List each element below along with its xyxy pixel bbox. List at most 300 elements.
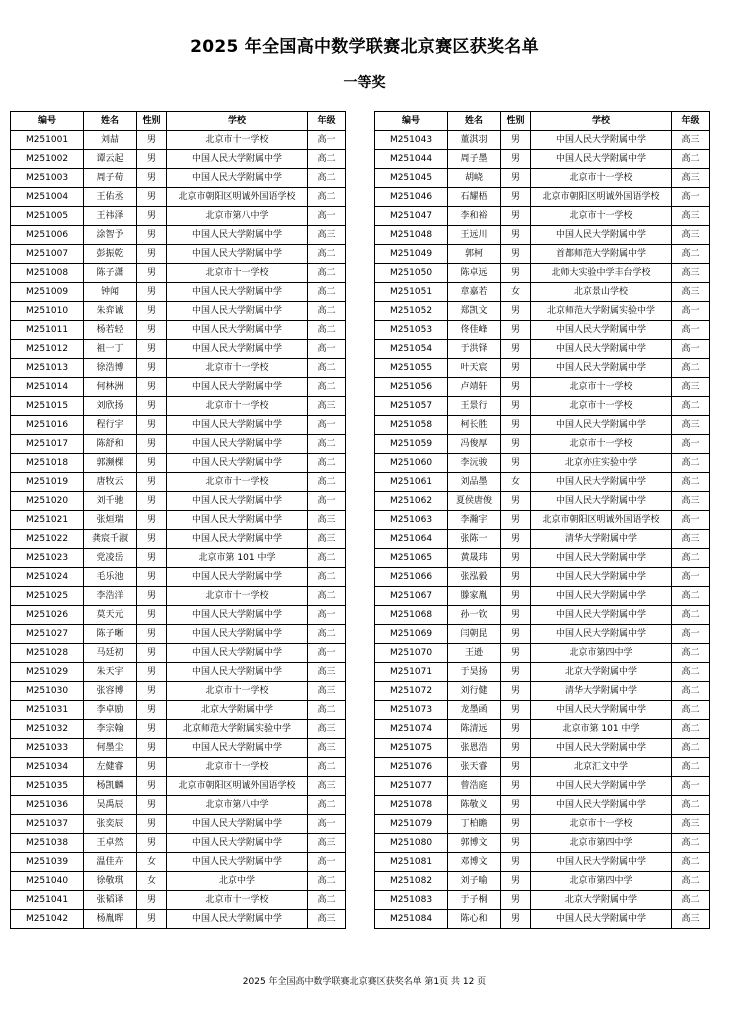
cell-school: 北京市十一学校 xyxy=(167,758,308,777)
cell-grade: 高二 xyxy=(308,359,346,378)
table-row xyxy=(375,207,710,226)
cell-gender: 男 xyxy=(137,321,167,340)
cell-id: M251007 xyxy=(11,245,84,264)
cell-gender: 男 xyxy=(137,416,167,435)
cell-school: 北京市十一学校 xyxy=(167,131,308,150)
table-row xyxy=(11,834,346,853)
cell-gender: 男 xyxy=(137,910,167,929)
cell-school: 中国人民大学附属中学 xyxy=(167,739,308,758)
cell-grade: 高三 xyxy=(672,169,710,188)
cell-name: 王祎泽 xyxy=(84,207,137,226)
cell-grade: 高一 xyxy=(672,435,710,454)
cell-school: 中国人民大学附属中学 xyxy=(167,853,308,872)
cell-gender: 男 xyxy=(137,511,167,530)
cell-id: M251003 xyxy=(11,169,84,188)
table-row xyxy=(11,473,346,492)
cell-gender: 男 xyxy=(501,758,531,777)
cell-grade: 高二 xyxy=(308,264,346,283)
cell-id: M251050 xyxy=(375,264,448,283)
cell-id: M251020 xyxy=(11,492,84,511)
cell-name: 陈敬义 xyxy=(448,796,501,815)
cell-gender: 男 xyxy=(137,701,167,720)
cell-name: 叶天宸 xyxy=(448,359,501,378)
cell-grade: 高三 xyxy=(672,207,710,226)
cell-id: M251067 xyxy=(375,587,448,606)
table-row xyxy=(375,378,710,397)
cell-id: M251063 xyxy=(375,511,448,530)
cell-id: M251011 xyxy=(11,321,84,340)
cell-school: 中国人民大学附属中学 xyxy=(531,796,672,815)
cell-gender: 男 xyxy=(137,796,167,815)
cell-school: 中国人民大学附属中学 xyxy=(531,777,672,796)
cell-id: M251061 xyxy=(375,473,448,492)
cell-id: M251053 xyxy=(375,321,448,340)
cell-name: 张烜瑞 xyxy=(84,511,137,530)
table-row xyxy=(11,226,346,245)
cell-name: 陈清远 xyxy=(448,720,501,739)
cell-name: 朱天宇 xyxy=(84,663,137,682)
column-header-school: 学校 xyxy=(531,112,672,131)
table-row xyxy=(375,606,710,625)
cell-school: 中国人民大学附属中学 xyxy=(531,492,672,511)
cell-school: 中国人民大学附属中学 xyxy=(167,245,308,264)
cell-grade: 高三 xyxy=(308,834,346,853)
cell-id: M251022 xyxy=(11,530,84,549)
cell-grade: 高二 xyxy=(308,435,346,454)
cell-gender: 男 xyxy=(137,739,167,758)
cell-id: M251069 xyxy=(375,625,448,644)
cell-school: 中国人民大学附属中学 xyxy=(167,815,308,834)
cell-grade: 高二 xyxy=(672,682,710,701)
cell-grade: 高三 xyxy=(672,378,710,397)
cell-id: M251071 xyxy=(375,663,448,682)
cell-grade: 高一 xyxy=(672,188,710,207)
cell-name: 程行宇 xyxy=(84,416,137,435)
table-row xyxy=(11,682,346,701)
cell-gender: 男 xyxy=(137,302,167,321)
cell-id: M251031 xyxy=(11,701,84,720)
table-row xyxy=(11,910,346,929)
cell-id: M251076 xyxy=(375,758,448,777)
cell-name: 于昊扬 xyxy=(448,663,501,682)
table-row xyxy=(11,264,346,283)
cell-gender: 男 xyxy=(137,378,167,397)
cell-gender: 男 xyxy=(137,834,167,853)
cell-id: M251051 xyxy=(375,283,448,302)
cell-gender: 男 xyxy=(137,169,167,188)
page-title: 2025 年全国高中数学联赛北京赛区获奖名单 xyxy=(190,37,539,57)
cell-grade: 高三 xyxy=(308,397,346,416)
cell-grade: 高二 xyxy=(308,625,346,644)
cell-name: 龚宸千淑 xyxy=(84,530,137,549)
cell-grade: 高三 xyxy=(308,511,346,530)
cell-school: 中国人民大学附属中学 xyxy=(167,511,308,530)
cell-id: M251004 xyxy=(11,188,84,207)
cell-school: 北京市朝阳区明诚外国语学校 xyxy=(167,777,308,796)
table-row xyxy=(375,739,710,758)
cell-name: 左健睿 xyxy=(84,758,137,777)
table-row xyxy=(11,283,346,302)
cell-id: M251008 xyxy=(11,264,84,283)
table-row xyxy=(375,416,710,435)
table-row xyxy=(375,682,710,701)
cell-id: M251010 xyxy=(11,302,84,321)
cell-gender: 女 xyxy=(501,283,531,302)
table-row xyxy=(375,492,710,511)
cell-school: 中国人民大学附属中学 xyxy=(531,131,672,150)
cell-school: 北京市十一学校 xyxy=(531,207,672,226)
cell-grade: 高二 xyxy=(308,701,346,720)
cell-school: 北京市十一学校 xyxy=(167,473,308,492)
cell-id: M251074 xyxy=(375,720,448,739)
table-row xyxy=(11,777,346,796)
cell-gender: 男 xyxy=(501,264,531,283)
cell-school: 北京师范大学附属实验中学 xyxy=(167,720,308,739)
column-header-id: 编号 xyxy=(375,112,448,131)
cell-grade: 高一 xyxy=(308,492,346,511)
cell-gender: 男 xyxy=(501,207,531,226)
cell-name: 张天睿 xyxy=(448,758,501,777)
cell-gender: 男 xyxy=(501,910,531,929)
cell-school: 清华大学附属中学 xyxy=(531,530,672,549)
cell-id: M251039 xyxy=(11,853,84,872)
cell-school: 中国人民大学附属中学 xyxy=(531,853,672,872)
cell-grade: 高二 xyxy=(672,473,710,492)
cell-school: 中国人民大学附属中学 xyxy=(531,910,672,929)
cell-school: 中国人民大学附属中学 xyxy=(167,568,308,587)
cell-grade: 高一 xyxy=(672,340,710,359)
cell-id: M251046 xyxy=(375,188,448,207)
award-level-heading: 一等奖 xyxy=(343,75,386,91)
cell-gender: 男 xyxy=(137,568,167,587)
cell-grade: 高二 xyxy=(308,568,346,587)
cell-grade: 高三 xyxy=(672,131,710,150)
cell-gender: 男 xyxy=(137,663,167,682)
cell-school: 中国人民大学附属中学 xyxy=(167,492,308,511)
cell-name: 周子墨 xyxy=(448,150,501,169)
cell-school: 北京市十一学校 xyxy=(167,587,308,606)
cell-gender: 男 xyxy=(501,321,531,340)
cell-school: 北京大学附属中学 xyxy=(531,891,672,910)
cell-school: 中国人民大学附属中学 xyxy=(531,701,672,720)
cell-gender: 男 xyxy=(137,473,167,492)
cell-name: 莫天元 xyxy=(84,606,137,625)
cell-grade: 高二 xyxy=(308,454,346,473)
cell-gender: 女 xyxy=(137,872,167,891)
table-row xyxy=(375,644,710,663)
cell-gender: 男 xyxy=(501,359,531,378)
cell-id: M251002 xyxy=(11,150,84,169)
cell-name: 张泓毅 xyxy=(448,568,501,587)
cell-gender: 男 xyxy=(137,644,167,663)
cell-grade: 高三 xyxy=(672,416,710,435)
table-row xyxy=(375,891,710,910)
cell-name: 卢靖轩 xyxy=(448,378,501,397)
cell-gender: 男 xyxy=(137,226,167,245)
table-row xyxy=(375,454,710,473)
cell-name: 张恩浩 xyxy=(448,739,501,758)
table-row xyxy=(375,150,710,169)
cell-name: 郭柯 xyxy=(448,245,501,264)
table-row xyxy=(11,302,346,321)
page-footer: 2025 年全国高中数学联赛北京赛区获奖名单 第1页 共 12 页 xyxy=(242,977,487,987)
cell-grade: 高二 xyxy=(308,872,346,891)
table-row xyxy=(375,511,710,530)
cell-grade: 高二 xyxy=(672,359,710,378)
cell-gender: 男 xyxy=(137,720,167,739)
cell-grade: 高二 xyxy=(672,758,710,777)
cell-id: M251033 xyxy=(11,739,84,758)
cell-id: M251013 xyxy=(11,359,84,378)
cell-name: 胡峣 xyxy=(448,169,501,188)
cell-id: M251065 xyxy=(375,549,448,568)
cell-school: 北京市十一学校 xyxy=(531,378,672,397)
cell-grade: 高二 xyxy=(308,245,346,264)
cell-school: 北京市第四中学 xyxy=(531,834,672,853)
cell-name: 郭博文 xyxy=(448,834,501,853)
cell-gender: 男 xyxy=(501,416,531,435)
cell-name: 刘喆 xyxy=(84,131,137,150)
column-header-grade: 年级 xyxy=(308,112,346,131)
cell-grade: 高二 xyxy=(308,169,346,188)
cell-gender: 男 xyxy=(137,207,167,226)
cell-name: 杨若轻 xyxy=(84,321,137,340)
table-row xyxy=(11,568,346,587)
cell-name: 邓博文 xyxy=(448,853,501,872)
table-row xyxy=(11,245,346,264)
table-row xyxy=(11,891,346,910)
column-header-name: 姓名 xyxy=(84,112,137,131)
cell-gender: 男 xyxy=(501,150,531,169)
cell-school: 中国人民大学附属中学 xyxy=(531,226,672,245)
cell-grade: 高二 xyxy=(672,739,710,758)
cell-id: M251029 xyxy=(11,663,84,682)
cell-name: 陈子潇 xyxy=(84,264,137,283)
cell-gender: 男 xyxy=(501,663,531,682)
cell-school: 中国人民大学附属中学 xyxy=(167,625,308,644)
cell-grade: 高三 xyxy=(308,720,346,739)
cell-id: M251066 xyxy=(375,568,448,587)
cell-id: M251083 xyxy=(375,891,448,910)
table-row xyxy=(375,169,710,188)
cell-id: M251001 xyxy=(11,131,84,150)
cell-grade: 高二 xyxy=(308,302,346,321)
cell-name: 王远川 xyxy=(448,226,501,245)
cell-gender: 男 xyxy=(501,568,531,587)
cell-gender: 男 xyxy=(501,454,531,473)
cell-id: M251081 xyxy=(375,853,448,872)
cell-gender: 男 xyxy=(137,264,167,283)
cell-gender: 男 xyxy=(501,435,531,454)
cell-name: 陈子晰 xyxy=(84,625,137,644)
cell-id: M251009 xyxy=(11,283,84,302)
cell-school: 北师大实验中学丰台学校 xyxy=(531,264,672,283)
cell-gender: 男 xyxy=(501,644,531,663)
cell-id: M251084 xyxy=(375,910,448,929)
cell-school: 北京市十一学校 xyxy=(167,359,308,378)
cell-grade: 高二 xyxy=(308,891,346,910)
cell-school: 首都师范大学附属中学 xyxy=(531,245,672,264)
table-row xyxy=(375,226,710,245)
cell-school: 中国人民大学附属中学 xyxy=(531,150,672,169)
cell-gender: 男 xyxy=(501,701,531,720)
cell-id: M251059 xyxy=(375,435,448,454)
cell-school: 北京市第八中学 xyxy=(167,207,308,226)
cell-gender: 男 xyxy=(501,226,531,245)
cell-name: 曾浩庭 xyxy=(448,777,501,796)
cell-id: M251041 xyxy=(11,891,84,910)
cell-gender: 男 xyxy=(501,587,531,606)
cell-gender: 女 xyxy=(137,853,167,872)
cell-name: 郭濒棵 xyxy=(84,454,137,473)
cell-grade: 高三 xyxy=(308,682,346,701)
cell-school: 北京大学附属中学 xyxy=(167,701,308,720)
cell-grade: 高一 xyxy=(672,511,710,530)
cell-gender: 男 xyxy=(501,492,531,511)
cell-school: 北京市朝阳区明诚外国语学校 xyxy=(531,188,672,207)
cell-id: M251012 xyxy=(11,340,84,359)
cell-grade: 高三 xyxy=(672,815,710,834)
cell-school: 北京市第四中学 xyxy=(531,644,672,663)
cell-name: 闫朝昆 xyxy=(448,625,501,644)
table-row xyxy=(11,872,346,891)
table-header-row xyxy=(11,112,346,131)
cell-gender: 女 xyxy=(501,473,531,492)
cell-gender: 男 xyxy=(137,188,167,207)
cell-id: M251032 xyxy=(11,720,84,739)
cell-school: 北京市十一学校 xyxy=(167,682,308,701)
cell-gender: 男 xyxy=(501,625,531,644)
table-row xyxy=(375,283,710,302)
table-row xyxy=(11,435,346,454)
cell-school: 中国人民大学附属中学 xyxy=(167,283,308,302)
table-row xyxy=(375,359,710,378)
left-award-table xyxy=(10,111,346,929)
column-header-id: 编号 xyxy=(11,112,84,131)
table-row xyxy=(375,473,710,492)
cell-id: M251077 xyxy=(375,777,448,796)
cell-grade: 高一 xyxy=(308,644,346,663)
cell-gender: 男 xyxy=(137,397,167,416)
cell-school: 中国人民大学附属中学 xyxy=(167,606,308,625)
table-row xyxy=(11,378,346,397)
table-row xyxy=(375,758,710,777)
cell-grade: 高一 xyxy=(308,815,346,834)
cell-id: M251060 xyxy=(375,454,448,473)
cell-name: 吴禹辰 xyxy=(84,796,137,815)
cell-id: M251062 xyxy=(375,492,448,511)
cell-grade: 高一 xyxy=(672,777,710,796)
cell-school: 北京中学 xyxy=(167,872,308,891)
cell-school: 中国人民大学附属中学 xyxy=(531,549,672,568)
cell-id: M251026 xyxy=(11,606,84,625)
cell-grade: 高三 xyxy=(672,492,710,511)
cell-grade: 高二 xyxy=(308,321,346,340)
cell-grade: 高二 xyxy=(308,758,346,777)
cell-id: M251048 xyxy=(375,226,448,245)
table-row xyxy=(11,321,346,340)
cell-name: 陈舒和 xyxy=(84,435,137,454)
cell-name: 王卓然 xyxy=(84,834,137,853)
table-row xyxy=(11,739,346,758)
cell-id: M251075 xyxy=(375,739,448,758)
cell-gender: 男 xyxy=(501,853,531,872)
cell-gender: 男 xyxy=(501,834,531,853)
column-header-school: 学校 xyxy=(167,112,308,131)
cell-name: 刘千驰 xyxy=(84,492,137,511)
cell-name: 王佑丞 xyxy=(84,188,137,207)
table-row xyxy=(11,720,346,739)
cell-grade: 高二 xyxy=(672,663,710,682)
right-award-table xyxy=(374,111,710,929)
cell-grade: 高三 xyxy=(308,663,346,682)
cell-name: 谭云起 xyxy=(84,150,137,169)
cell-school: 北京市十一学校 xyxy=(167,264,308,283)
cell-grade: 高二 xyxy=(672,454,710,473)
cell-school: 中国人民大学附属中学 xyxy=(531,587,672,606)
table-row xyxy=(11,644,346,663)
cell-grade: 高二 xyxy=(672,720,710,739)
table-row xyxy=(11,492,346,511)
cell-school: 中国人民大学附属中学 xyxy=(531,340,672,359)
cell-id: M251044 xyxy=(375,150,448,169)
cell-grade: 高三 xyxy=(308,226,346,245)
cell-grade: 高一 xyxy=(672,568,710,587)
cell-grade: 高二 xyxy=(308,150,346,169)
cell-name: 李宗翰 xyxy=(84,720,137,739)
cell-id: M251079 xyxy=(375,815,448,834)
cell-grade: 高一 xyxy=(672,302,710,321)
column-header-grade: 年级 xyxy=(672,112,710,131)
cell-grade: 高二 xyxy=(672,397,710,416)
cell-school: 中国人民大学附属中学 xyxy=(167,416,308,435)
cell-school: 中国人民大学附属中学 xyxy=(167,530,308,549)
table-row xyxy=(375,587,710,606)
cell-school: 北京大学附属中学 xyxy=(531,663,672,682)
cell-id: M251072 xyxy=(375,682,448,701)
cell-school: 中国人民大学附属中学 xyxy=(167,834,308,853)
cell-name: 党凌岳 xyxy=(84,549,137,568)
cell-gender: 男 xyxy=(137,340,167,359)
cell-grade: 高二 xyxy=(308,283,346,302)
cell-grade: 高二 xyxy=(672,150,710,169)
cell-name: 陈心和 xyxy=(448,910,501,929)
cell-gender: 男 xyxy=(137,492,167,511)
cell-name: 王景行 xyxy=(448,397,501,416)
cell-name: 刘欣扬 xyxy=(84,397,137,416)
cell-gender: 男 xyxy=(137,891,167,910)
cell-grade: 高一 xyxy=(308,207,346,226)
cell-school: 北京市第四中学 xyxy=(531,872,672,891)
cell-id: M251035 xyxy=(11,777,84,796)
cell-school: 中国人民大学附属中学 xyxy=(531,359,672,378)
cell-grade: 高二 xyxy=(672,796,710,815)
cell-name: 丁柏瞻 xyxy=(448,815,501,834)
table-row xyxy=(375,720,710,739)
cell-school: 北京景山学校 xyxy=(531,283,672,302)
cell-name: 龙墨函 xyxy=(448,701,501,720)
cell-school: 中国人民大学附属中学 xyxy=(167,435,308,454)
cell-gender: 男 xyxy=(501,720,531,739)
cell-grade: 高二 xyxy=(672,587,710,606)
table-row xyxy=(375,663,710,682)
cell-school: 中国人民大学附属中学 xyxy=(531,416,672,435)
cell-school: 中国人民大学附属中学 xyxy=(167,454,308,473)
cell-id: M251054 xyxy=(375,340,448,359)
cell-school: 中国人民大学附属中学 xyxy=(167,150,308,169)
cell-name: 何林洲 xyxy=(84,378,137,397)
cell-name: 朱弈诚 xyxy=(84,302,137,321)
